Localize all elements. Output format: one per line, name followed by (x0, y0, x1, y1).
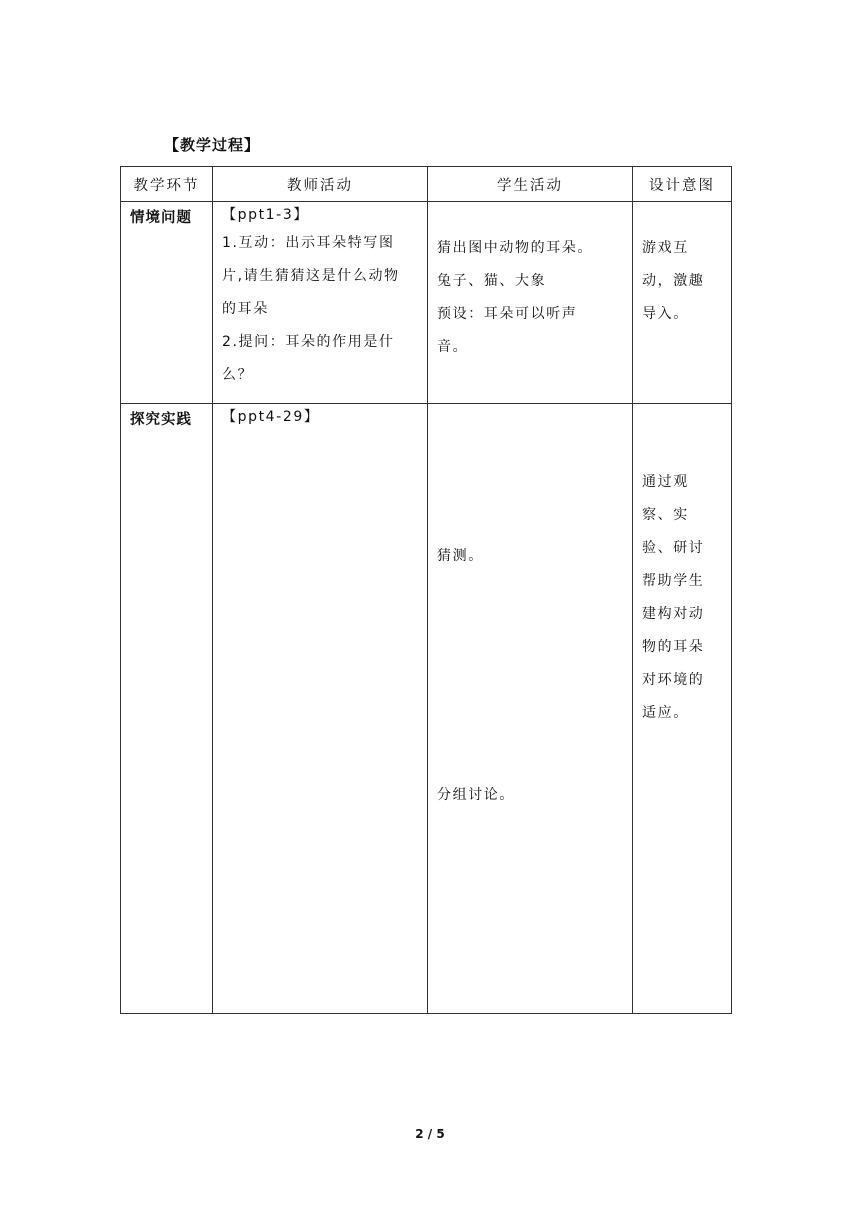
teacher-activity-cell (213, 404, 428, 1014)
ppt-reference: 【ppt1-3】 (222, 207, 309, 223)
intent-line: 帮助学生 (642, 573, 705, 589)
student-line: 预设：耳朵可以听声 (437, 306, 578, 322)
intent-line: 验、研讨 (642, 540, 705, 556)
intent-line: 游戏互 (642, 240, 689, 256)
page-indicator: 2 / 5 (415, 1127, 445, 1141)
lesson-process-table (120, 166, 732, 1014)
student-line: 分组讨论。 (437, 787, 515, 803)
intent-line: 对环境的 (642, 672, 705, 688)
teacher-activity-cell (213, 202, 428, 404)
teacher-line: 1.互动：出示耳朵特写图 (222, 235, 395, 251)
intent-line: 建构对动 (642, 606, 705, 622)
header-stage: 教学环节 (121, 167, 213, 202)
header-teacher-activity: 教师活动 (213, 167, 428, 202)
student-line: 兔子、猫、大象 (437, 273, 547, 289)
header-student-activity: 学生活动 (428, 167, 633, 202)
intent-line: 物的耳朵 (642, 639, 705, 655)
teacher-line: 片,请生猜猜这是什么动物 (222, 268, 400, 284)
intent-line: 动，激趣 (642, 273, 705, 289)
section-title: 【教学过程】 (164, 136, 261, 154)
teacher-line: 2.提问：耳朵的作用是什 (222, 334, 395, 350)
student-line: 音。 (437, 339, 469, 355)
design-intent-cell (633, 404, 732, 1014)
teacher-line: 么？ (222, 367, 254, 383)
stage-cell (121, 202, 213, 404)
student-activity-cell (428, 404, 633, 1014)
table-row (121, 202, 732, 404)
intent-line: 适应。 (642, 705, 689, 721)
student-activity-cell (428, 202, 633, 404)
intent-line: 察、实 (642, 507, 689, 523)
intent-line: 通过观 (642, 474, 689, 490)
design-intent-cell (633, 202, 732, 404)
teacher-line: 的耳朵 (222, 301, 269, 317)
table-row (121, 404, 732, 1014)
intent-line: 导入。 (642, 306, 689, 322)
student-line: 猜测。 (437, 548, 484, 564)
stage-label: 探究实践 (130, 412, 192, 428)
stage-label: 情境问题 (130, 210, 192, 226)
header-design-intent: 设计意图 (633, 167, 732, 202)
ppt-reference: 【ppt4-29】 (222, 409, 320, 425)
table-header-row (121, 167, 732, 202)
student-line: 猜出图中动物的耳朵。 (437, 240, 593, 256)
stage-cell (121, 404, 213, 1014)
